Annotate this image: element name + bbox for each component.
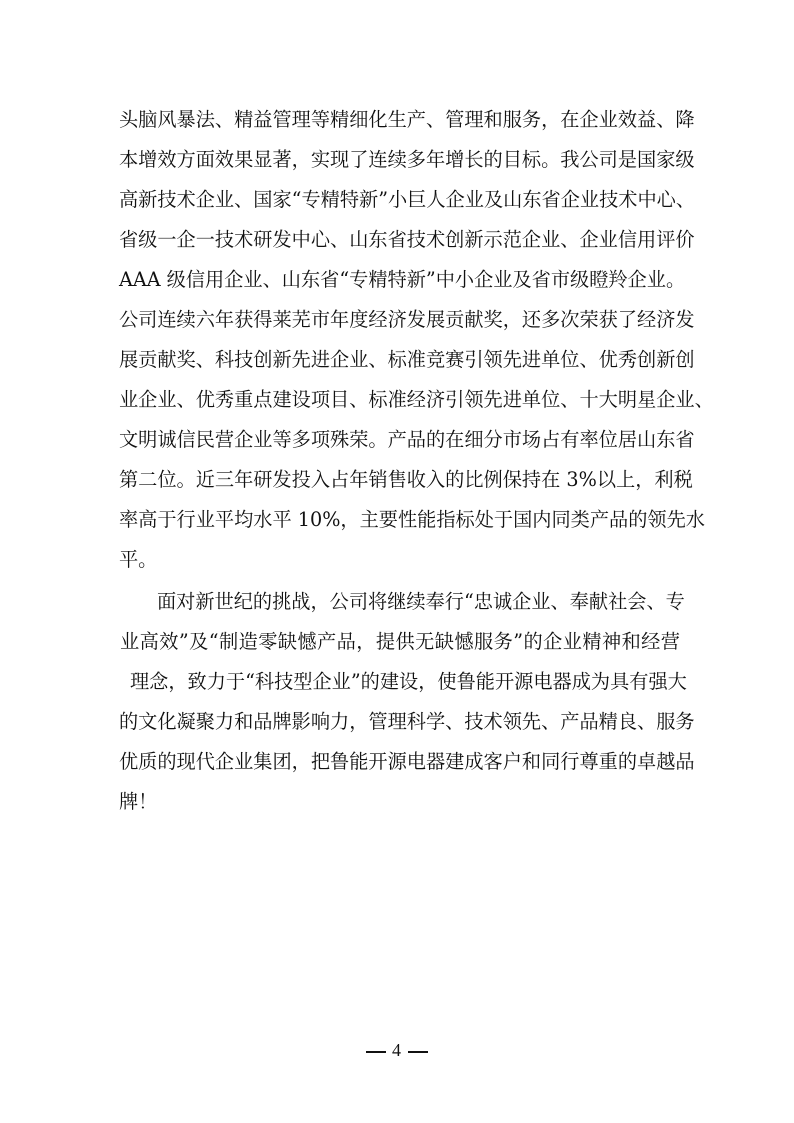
- text-line: 公司连续六年获得莱芜市年度经济发展贡献奖，还多次荣获了经济发: [119, 308, 695, 331]
- text-line: 第二位。近三年研发投入占年销售收入的比例保持在 3%以上，利税: [119, 468, 693, 491]
- text-line: 率高于行业平均水平 10%，主要性能指标处于国内同类产品的领先水: [119, 508, 705, 531]
- text-line: 的文化凝聚力和品牌影响力，管理科学、技术领先、产品精良、服务: [119, 710, 695, 733]
- dash-decoration: [408, 1051, 428, 1053]
- text-line: 优质的现代企业集团，把鲁能开源电器建成客户和同行尊重的卓越品: [119, 750, 695, 773]
- text-line: AAA 级信用企业、山东省“专精特新”中小企业及省市级瞪羚企业。: [119, 268, 686, 291]
- text-line: 展贡献奖、科技创新先进企业、标准竞赛引领先进单位、优秀创新创: [119, 348, 695, 371]
- page-footer: [0, 1040, 794, 1061]
- text-line: 省级一企一技术研发中心、山东省技术创新示范企业、企业信用评价: [119, 228, 695, 251]
- page-number: 4: [392, 1040, 402, 1060]
- text-line: 平。: [119, 548, 158, 571]
- text-line: 面对新世纪的挑战，公司将继续奉行“忠诚企业、奉献社会、专: [157, 590, 685, 613]
- text-line: 头脑风暴法、精益管理等精细化生产、管理和服务，在企业效益、降: [119, 108, 695, 131]
- dash-decoration: [366, 1051, 386, 1053]
- text-line: 业高效”及“制造零缺憾产品，提供无缺憾服务”的企业精神和经营: [120, 630, 680, 653]
- text-line: 本增效方面效果显著，实现了连续多年增长的目标。我公司是国家级: [119, 148, 695, 171]
- text-line: 牌！: [119, 790, 158, 813]
- text-line: 高新技术企业、国家“专精特新”小巨人企业及山东省企业技术中心、: [119, 188, 696, 211]
- text-line: 文明诚信民营企业等多项殊荣。产品的在细分市场占有率位居山东省: [119, 428, 695, 451]
- text-line: 业企业、优秀重点建设项目、标准经济引领先进单位、十大明星企业、: [119, 388, 714, 411]
- text-line: 理念，致力于“科技型企业”的建设，使鲁能开源电器成为具有强大: [130, 670, 687, 693]
